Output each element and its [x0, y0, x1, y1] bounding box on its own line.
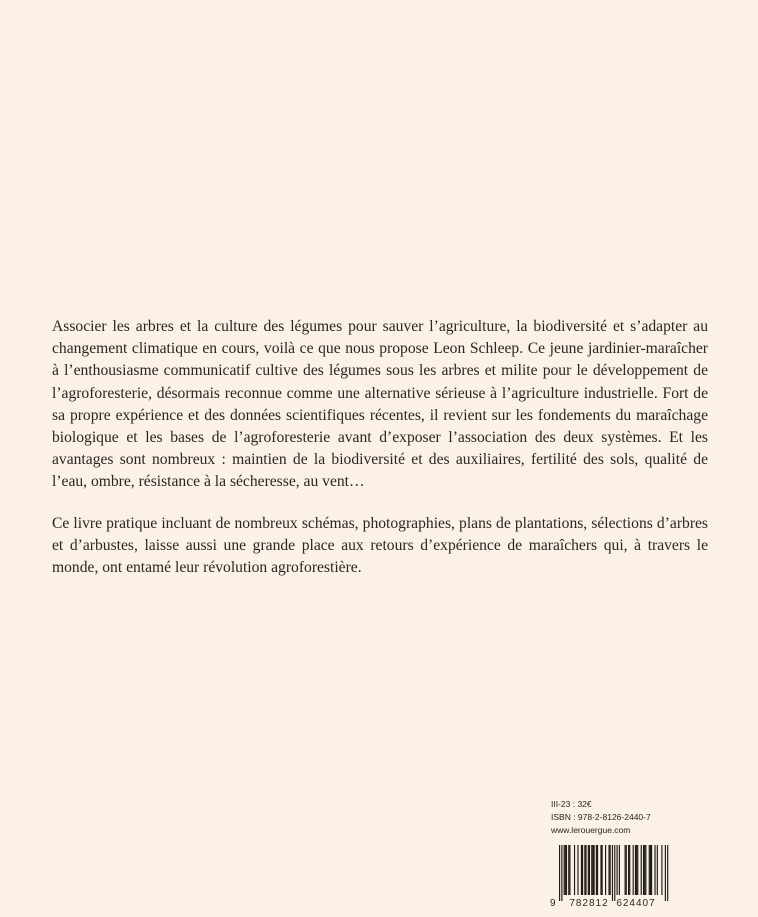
barcode-bar [589, 845, 590, 895]
isbn-barcode [549, 843, 671, 909]
barcode-right-digits: 624407 [616, 898, 656, 909]
barcode-bar [645, 845, 646, 895]
barcode-bar [602, 845, 603, 895]
barcode-bar [665, 845, 666, 901]
barcode-graphic [549, 843, 671, 909]
barcode-bar [592, 845, 593, 895]
barcode-bar [641, 845, 642, 895]
barcode-left-digits: 782812 [569, 898, 609, 909]
imprint-block [551, 798, 651, 837]
barcode-bar [568, 845, 569, 895]
barcode-bar [657, 845, 658, 895]
barcode-bar [605, 845, 606, 895]
barcode-bar [635, 845, 636, 895]
barcode-bar [626, 845, 627, 895]
barcode-bar [612, 845, 613, 901]
barcode-bar [651, 845, 652, 895]
barcode-bar [565, 845, 566, 895]
barcode-bar [574, 845, 575, 895]
barcode-bar [667, 845, 668, 901]
barcode-bar [594, 845, 595, 895]
back-cover-blurb [52, 316, 708, 579]
barcode-bar [588, 845, 589, 895]
barcode-bar [582, 845, 583, 895]
barcode-bar [566, 845, 567, 895]
barcode-bar [596, 845, 597, 895]
barcode-bar [569, 845, 570, 895]
barcode-bar [633, 845, 634, 895]
barcode-bar [585, 845, 586, 895]
barcode-lead-digit: 9 [550, 898, 556, 909]
barcode-bar [564, 845, 565, 895]
blurb-paragraph-2: Ce livre pratique incluant de nombreux schémas, photographies, plans de plantations, sélections d’arbres et d’arbustes, laisse aussi une grande place aux retours d’expérience de maraîchers qui, à travers le monde, ont entamé leur révolution agroforestière. [52, 514, 708, 577]
price-code: III-23 : 32€ [551, 799, 592, 809]
barcode-bar [644, 845, 645, 895]
barcode-bar [600, 845, 601, 895]
barcode-bar [661, 845, 662, 895]
barcode-bar [617, 845, 618, 895]
barcode-bar [625, 845, 626, 895]
publisher-website: www.lerouergue.com [551, 825, 631, 835]
barcode-bar [636, 845, 637, 895]
barcode-bar [577, 845, 578, 895]
blurb-paragraph-1: Associer les arbres et la culture des légumes pour sauver l’agriculture, la biodiversité et s’adapter au changement climatique en cours, voilà ce que nous propose Leon Schleep. Ce jeune jardinier-maraîcher à l’enthousiasme communicatif cultive des légumes sous les arbres et milite pour le développement de l’agroforesterie, désormais reconnue comme une alternative sérieuse à l’agriculture industrielle. Fort de sa propre expérience et des données scientifiques récentes, il revient sur les fondements du maraîchage biologique et les bases de l’agroforesterie avant d’exposer l’association des deux systèmes. Et les avantages sont nombreux : maintien de la biodiversité et des auxiliaires, fertilité des sols, qualité de l’eau, ombre, résistance à la sécheresse, au vent… [52, 318, 708, 491]
barcode-bar [619, 845, 620, 895]
barcode-bar [649, 845, 650, 895]
barcode-bar [561, 845, 562, 901]
barcode-bar [654, 845, 655, 895]
barcode-bar [628, 845, 629, 895]
barcode-bar [591, 845, 592, 895]
barcode-bar [581, 845, 582, 895]
barcode-bar [629, 845, 630, 895]
isbn-number: ISBN : 978-2-8126-2440-7 [551, 812, 651, 822]
barcode-bar [610, 845, 611, 895]
barcode-bar [643, 845, 644, 895]
barcode-bar [597, 845, 598, 895]
barcode-bar [608, 845, 609, 895]
barcode-bar [584, 845, 585, 895]
barcode-bar [637, 845, 638, 895]
barcode-bar [614, 845, 615, 901]
barcode-bar [559, 845, 560, 901]
barcode-bar [650, 845, 651, 895]
barcode-bars [559, 845, 668, 901]
